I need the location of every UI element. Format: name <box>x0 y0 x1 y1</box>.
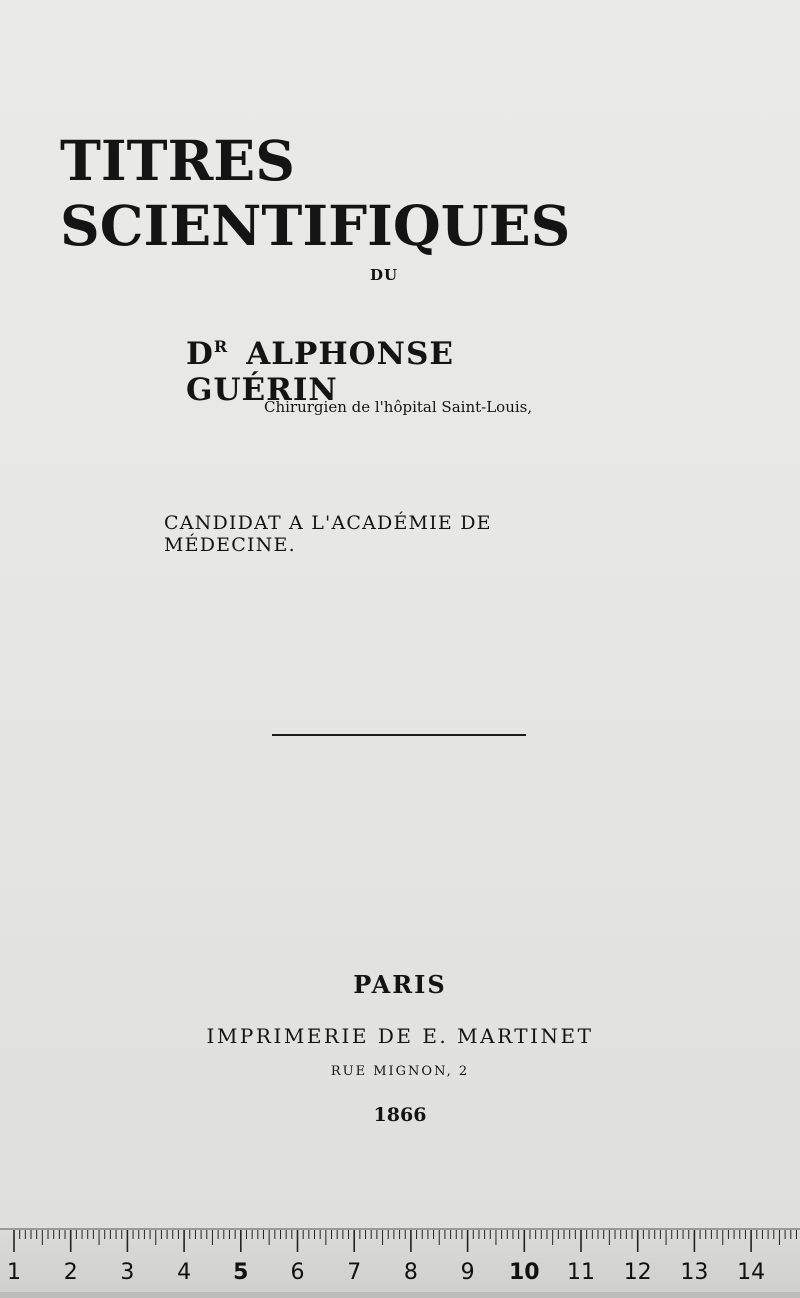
ruler-number: 6 <box>290 1260 305 1285</box>
printer-name: IMPRIMERIE DE E. MARTINET <box>206 1024 594 1048</box>
author-position: Chirurgien de l'hôpital Saint-Louis, <box>264 398 533 416</box>
measuring-ruler <box>0 1228 800 1298</box>
ruler-number: 7 <box>347 1260 362 1285</box>
author-prefix: D <box>186 336 214 372</box>
ruler-number: 13 <box>680 1260 709 1285</box>
publication-year: 1866 <box>373 1104 427 1126</box>
printer-address: RUE MIGNON, 2 <box>330 1064 470 1079</box>
author-prefix-superscript: R <box>213 337 229 356</box>
ruler-number: 9 <box>460 1260 475 1285</box>
ruler-ticks <box>0 1230 800 1260</box>
author-name: ALPHONSE GUÉRIN <box>186 336 454 408</box>
ruler-number: 12 <box>623 1260 652 1285</box>
ruler-number: 4 <box>177 1260 192 1285</box>
ruler-number: 14 <box>737 1260 766 1285</box>
ruler-number: 10 <box>508 1260 540 1285</box>
ruler-number: 2 <box>63 1260 78 1285</box>
ruler-edge <box>0 1292 800 1298</box>
ruler-number: 11 <box>567 1260 595 1285</box>
author-preposition: DU <box>370 266 399 284</box>
ruler-number: 5 <box>233 1260 249 1285</box>
publication-city: PARIS <box>353 970 447 999</box>
ruler-number: 3 <box>120 1260 135 1285</box>
ruler-number: 8 <box>403 1260 418 1285</box>
ruler-number: 1 <box>7 1260 21 1285</box>
document-title: TITRES SCIENTIFIQUES <box>60 128 571 258</box>
candidacy-line: CANDIDAT A L'ACADÉMIE DE MÉDECINE. <box>164 512 492 556</box>
section-divider <box>272 734 526 736</box>
